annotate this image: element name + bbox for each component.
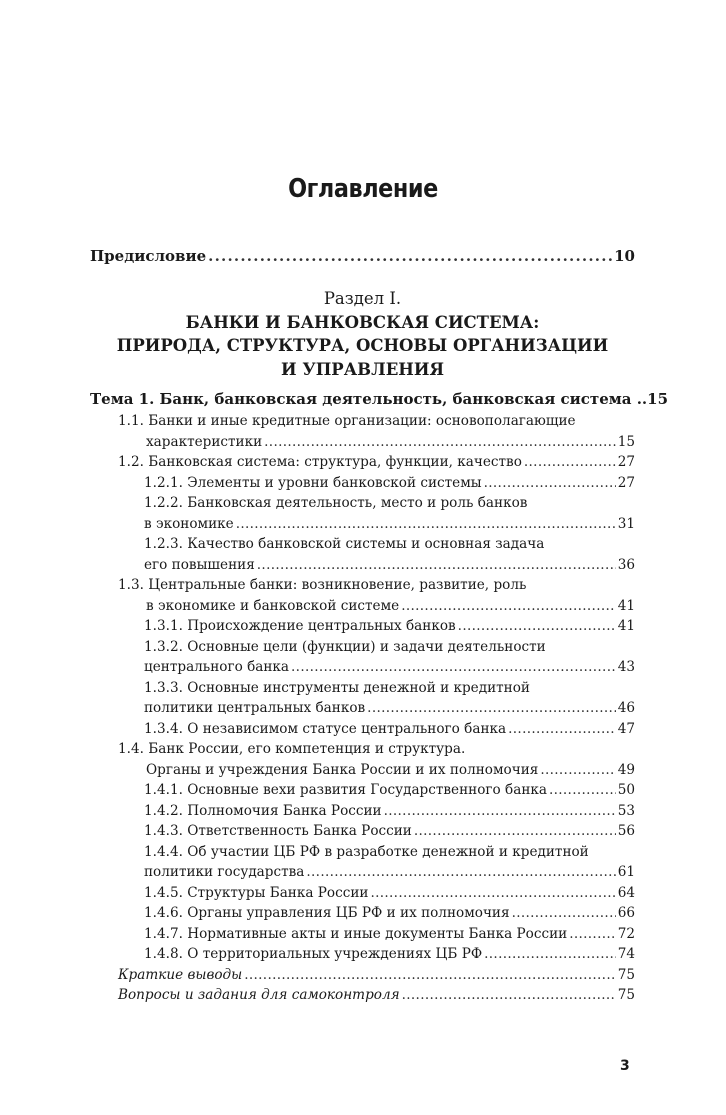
toc-entry-page: 27 <box>617 474 635 491</box>
toc-entry-label: его повышения <box>144 556 255 573</box>
dot-leader <box>569 924 615 945</box>
toc-entry-label: 1.4.8. О территориальных учреждениях ЦБ РФ <box>144 946 483 962</box>
toc-entry-page: 49 <box>617 761 635 778</box>
dot-leader <box>236 514 616 535</box>
toc-entry-label: политики центральных банков <box>144 700 366 716</box>
toc-entry-label: Органы и учреждения Банка России и их полномочия <box>146 761 539 778</box>
toc-entry-page: 27 <box>617 454 635 470</box>
dot-leader <box>484 473 616 494</box>
section-title-line: И УПРАВЛЕНИЯ <box>281 359 444 379</box>
toc-entry-label: Краткие выводы <box>118 966 243 983</box>
page-number: 3 <box>620 1058 630 1074</box>
toc-entry-label: 1.4.6. Органы управления ЦБ РФ и их полномочия <box>144 905 510 921</box>
dot-leader <box>524 452 616 473</box>
toc-entry-questions <box>90 985 635 1006</box>
toc-entry-first-line: 1.2.2. Банковская деятельность, место и роль банков <box>144 495 528 511</box>
toc-entry-page: 50 <box>617 782 635 798</box>
toc-entry-label: характеристики <box>146 433 263 450</box>
dot-leader <box>402 985 616 1006</box>
dot-leader <box>401 596 615 617</box>
toc-entry-page: 53 <box>617 802 635 819</box>
toc-entry-label: 1.4.7. Нормативные акты и иные документы Банка России <box>144 925 568 942</box>
dot-leader <box>306 862 615 883</box>
toc-entry-page: 74 <box>617 946 635 962</box>
toc-entry-preface <box>90 244 635 268</box>
dot-leader <box>414 821 616 842</box>
toc-entry <box>90 842 635 883</box>
toc-entry <box>90 616 635 637</box>
toc-entry-page: 61 <box>617 864 635 880</box>
toc-entry-page: 46 <box>617 700 635 716</box>
toc-entry <box>90 637 635 678</box>
toc-entry <box>90 903 635 924</box>
dot-leader <box>549 780 616 801</box>
toc-entry <box>90 678 635 719</box>
toc-entry-page: 72 <box>617 925 635 942</box>
section-title-line: ПРИРОДА, СТРУКТУРА, ОСНОВЫ ОРГАНИЗАЦИИ <box>116 336 609 355</box>
toc-entry-label: в экономике и банковской системе <box>146 597 400 614</box>
toc-entry-page: 47 <box>617 720 635 737</box>
toc-entry-first-line: 1.2.3. Качество банковской системы и основная задача <box>144 536 545 552</box>
dot-leader <box>244 965 615 986</box>
toc-entry-label: 1.3.1. Происхождение центральных банков <box>144 618 456 634</box>
toc-entry-label: в экономике <box>144 515 234 532</box>
toc-entry <box>90 780 635 801</box>
dot-leader <box>384 801 616 822</box>
dot-leader <box>458 616 616 637</box>
toc-entry-label: 1.4.1. Основные вехи развития Государственного банка <box>144 782 547 798</box>
toc-entry-label: 1.2. Банковская система: структура, функции, качество <box>118 454 522 470</box>
page-title: Оглавление <box>288 174 438 204</box>
toc-entry-label: Вопросы и задания для самоконтроля <box>118 987 400 1003</box>
toc-entry-first-line: 1.4.4. Об участии ЦБ РФ в разработке денежной и кредитной <box>144 843 589 860</box>
toc-entry-first-line: 1.3.3. Основные инструменты денежной и кредитной <box>144 679 530 696</box>
toc-entry-label: 1.2.1. Элементы и уровни банковской системы <box>144 474 482 491</box>
toc-entry-label: 1.4.3. Ответственность Банка России <box>144 823 412 839</box>
toc-entry-page: 10 <box>614 247 635 265</box>
toc-entry <box>90 411 635 452</box>
toc-entry-page: 43 <box>617 659 635 675</box>
toc-entry <box>90 821 635 842</box>
toc-entry-theme <box>90 387 669 411</box>
toc-entry-page: 15 <box>647 390 669 408</box>
section-title-line: БАНКИ И БАНКОВСКАЯ СИСТЕМА: <box>185 312 540 332</box>
toc-entry <box>90 944 635 965</box>
toc-entry-label: политики государства <box>144 864 305 880</box>
toc-entry-first-line: 1.3.2. Основные цели (функции) и задачи деятельности <box>144 638 546 655</box>
toc-entry <box>90 452 635 473</box>
toc-entry <box>90 493 635 534</box>
section-heading <box>90 287 635 381</box>
toc-entry-page: 36 <box>617 556 635 573</box>
dot-leader <box>291 657 616 678</box>
toc-entry-label: 1.4.5. Структуры Банка России <box>144 884 369 901</box>
toc-entry-first-line: 1.1. Банки и иные кредитные организации: основополагающие <box>118 413 576 429</box>
toc-entry-page: 41 <box>617 618 635 634</box>
dot-leader <box>370 883 615 904</box>
toc-entry <box>90 801 635 822</box>
toc-entry-page: 15 <box>617 433 635 450</box>
toc-entry-page: 66 <box>617 905 635 921</box>
toc-entry-first-line: 1.3. Центральные банки: возникновение, развитие, роль <box>118 577 527 593</box>
toc-entry-page: 75 <box>617 987 635 1003</box>
toc-entry <box>90 739 635 780</box>
toc-entry-summary <box>90 965 635 986</box>
toc-entry-page: 75 <box>617 966 635 983</box>
toc-entry-label: центрального банка <box>144 659 290 675</box>
dot-leader <box>257 555 616 576</box>
dot-leader <box>512 903 616 924</box>
toc-entry <box>90 534 635 575</box>
toc-entry-label: 1.3.4. О независимом статусе центрального банка <box>144 720 507 737</box>
dot-leader <box>367 698 616 719</box>
toc-entry-page: 41 <box>617 597 635 614</box>
toc-entry-page: 64 <box>617 884 635 901</box>
toc-entry <box>90 719 635 740</box>
toc-entry <box>90 473 635 494</box>
toc-entry-label: 1.4.2. Полномочия Банка России <box>144 802 382 819</box>
dot-leader <box>484 944 616 965</box>
toc-entry <box>90 883 635 904</box>
toc-entry <box>90 924 635 945</box>
toc-entry-first-line: 1.4. Банк России, его компетенция и структура. <box>118 741 466 757</box>
dot-leader <box>264 432 616 453</box>
dot-leader <box>508 719 616 740</box>
toc-entry-label: Предисловие <box>90 247 207 265</box>
section-number: Раздел I. <box>323 289 402 308</box>
toc-entry-page: 56 <box>617 823 635 839</box>
dot-leader <box>208 244 612 268</box>
toc-entry <box>90 575 635 616</box>
table-of-contents <box>90 244 669 1006</box>
toc-entry-page: 31 <box>617 515 635 532</box>
dot-leader <box>540 760 615 781</box>
toc-entry-label: Тема 1. Банк, банковская деятельность, банковская система .. <box>90 390 648 408</box>
